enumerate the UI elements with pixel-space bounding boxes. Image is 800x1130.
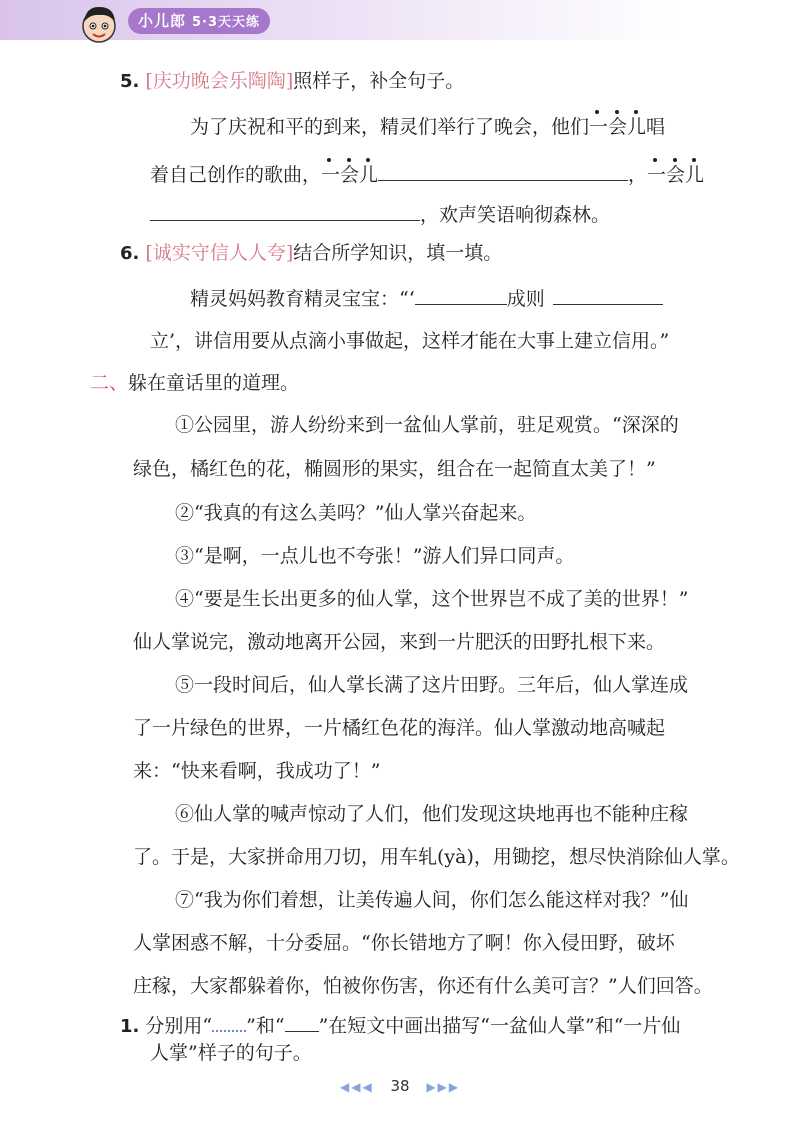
brand-name: 小儿郎 [138,12,187,30]
q6-line1 [190,284,663,312]
section-2-number: 二、 [90,372,129,394]
q6-blank-1[interactable] [415,284,507,305]
q5-instruction: 照样子，补全句子。 [293,70,465,92]
q5-line1 [190,114,665,140]
story-line-9: 来：“快来看啊，我成功了！” [133,760,381,782]
q5-example-word: 一会儿 [589,114,646,140]
story-line-6: 仙人掌说完，激动地离开公园，来到一片肥沃的田野扎根下来。 [133,631,666,653]
q5-tag: [庆功晚会乐陶陶] [145,70,294,92]
series-name: 5·3天天练 [192,15,261,30]
q5-number: 5. [120,71,140,92]
q1-part1: 分别用“ [145,1015,213,1037]
q5-line1-end: 唱 [646,116,666,138]
q5-line2: 着自己创作的歌曲，一会儿 ，一会儿 [150,160,704,188]
q6-tag: [诚实守信人人夸] [145,242,294,264]
section-2-title: 躲在童话里的道理。 [128,372,300,394]
q6-line1-text: 精灵妈妈教育精灵宝宝：“‘ [190,288,415,310]
q1-line1 [120,1012,680,1040]
q6-line1-mid: 成则 [506,288,545,310]
q5-line1-text: 为了庆祝和平的到来，精灵们举行了晚会，他们 [190,116,590,138]
q1-number: 1. [120,1016,140,1037]
section-2-header [90,370,299,396]
q6-instruction: 结合所学知识，填一填。 [293,242,503,264]
right-arrows-icon: ▶▶▶ [426,1080,461,1094]
q1-line2: 人掌”样子的句子。 [150,1042,312,1064]
story-line-12: ⑦“我为你们着想，让美传遍人间，你们怎么能这样对我？”仙 [175,889,689,911]
q5-line2-text: 着自己创作的歌曲， [150,164,322,186]
story-line-13: 人掌困惑不解，十分委屈。“你长错地方了啊！你入侵田野，破坏 [133,932,675,954]
q5-header [120,68,464,95]
story-line-7: ⑤一段时间后，仙人掌长满了这片田野。三年后，仙人掌连成 [175,674,689,696]
page-footer [0,1077,800,1095]
q6-number: 6. [120,243,140,264]
q5-line3 [150,200,610,228]
q5-blank-word-1: 一会儿 [321,162,378,188]
straight-underline-sample [285,1013,319,1032]
q6-header [120,240,502,267]
story-line-2: 绿色，橘红色的花，椭圆形的果实，组合在一起简直太美了！” [133,458,656,480]
brand-badge [128,8,270,34]
q6-line2: 立’，讲信用要从点滴小事做起，这样才能在大事上建立信用。” [150,330,670,352]
page-number: 38 [390,1077,410,1095]
story-line-10: ⑥仙人掌的喊声惊动了人们，他们发现这块地再也不能种庄稼 [175,803,689,825]
q5-line3-text: ，欢声笑语响彻森林。 [420,204,611,226]
q5-blank-word-2: 一会儿 [647,162,704,188]
story-line-5: ④“要是生长出更多的仙人掌，这个世界岂不成了美的世界！” [175,588,689,610]
mascot-logo [76,2,122,48]
q5-blank-2[interactable] [150,200,420,221]
q1-part2: ”和“ [246,1015,285,1037]
story-line-4: ③“是啊，一点儿也不夸张！”游人们异口同声。 [175,545,575,567]
q6-blank-2[interactable] [553,284,663,305]
q5-blank-1[interactable] [378,160,628,181]
story-line-1: ①公园里，游人纷纷来到一盆仙人掌前，驻足观赏。“深深的 [175,414,679,436]
q1-part3: ”在短文中画出描写“一盆仙人掌”和“一片仙 [318,1015,681,1037]
wavy-underline-sample [212,1012,246,1032]
left-arrows-icon: ◀◀◀ [339,1080,374,1094]
story-line-3: ②“我真的有这么美吗？”仙人掌兴奋起来。 [175,502,537,524]
story-line-14: 庄稼，大家都躲着你，怕被你伤害，你还有什么美可言？”人们回答。 [133,975,713,997]
story-line-8: 了一片绿色的世界，一片橘红色花的海洋。仙人掌激动地高喊起 [133,717,666,739]
story-line-11: 了。于是，大家拼命用刀切，用车轧(yà)，用锄挖，想尽快消除仙人掌。 [133,846,740,868]
